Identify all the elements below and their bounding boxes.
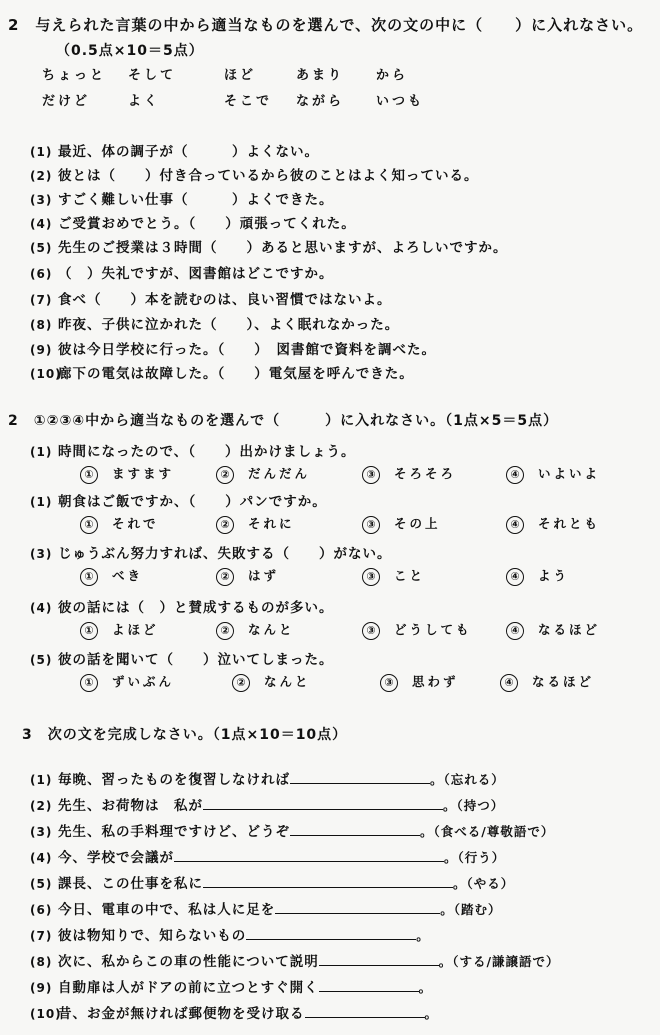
answer-blank[interactable] [203, 795, 443, 810]
choice-option: ① ますます [80, 464, 174, 484]
section1-title: 2 与えられた言葉の中から適当なものを選んで、次の文の中に（ ）に入れなさい。 [8, 16, 644, 34]
choice-option: ③ そろそろ [362, 464, 456, 484]
completion-item: (9) 自動扉は人がドアの前に立つとすぐ開く 。 [30, 976, 432, 996]
choice-option: ③ どうしても [362, 620, 472, 640]
choice-option: ② だんだん [216, 464, 310, 484]
question-item: (1) 時間になったので、（ ）出かけましょう。 [30, 444, 356, 460]
choice-option: ① よほど [80, 620, 159, 640]
answer-blank[interactable] [319, 951, 439, 966]
answer-blank[interactable] [290, 769, 430, 784]
word-bank-item: そこで [224, 94, 273, 109]
completion-item: (1) 毎晩、習ったものを復習しなければ 。（忘れる） [30, 768, 505, 788]
word-bank-item: から [376, 68, 409, 83]
word-bank-item: ながら [296, 94, 345, 109]
choice-option: ③ 思わず [380, 672, 459, 692]
choice-option: ④ それとも [506, 514, 600, 534]
word-bank-item: あまり [296, 68, 345, 83]
completion-item: (8) 次に、私からこの車の性能について説明 。（する/謙譲語で） [30, 950, 560, 970]
choice-option: ② それに [216, 514, 295, 534]
answer-blank[interactable] [174, 847, 444, 862]
choice-option: ③ こと [362, 566, 425, 586]
completion-item: (2) 先生、お荷物は 私が 。（持つ） [30, 794, 504, 814]
question-item: (10)廊下の電気は故障した。（ ）電気屋を呼んできた。 [30, 366, 414, 382]
question-item: (8) 昨夜、子供に泣かれた（ ）、よく眠れなかった。 [30, 317, 400, 333]
answer-blank[interactable] [290, 821, 420, 836]
word-bank-item: ほど [224, 68, 257, 83]
word-bank-item: そして [128, 68, 177, 83]
question-item: (9) 彼は今日学校に行った。（ ） 図書館で資料を調べた。 [30, 342, 436, 358]
choice-option: ④ よう [506, 566, 569, 586]
completion-item: (4) 今、学校で会議が 。（行う） [30, 846, 505, 866]
choice-option: ② はず [216, 566, 279, 586]
choice-option: ④ なるほど [500, 672, 594, 692]
choice-option: ③ その上 [362, 514, 441, 534]
question-item: (7) 食べ（ ）本を読むのは、良い習慣ではないよ。 [30, 292, 392, 308]
completion-item: (3) 先生、私の手料理ですけど、どうぞ 。（食べる/尊敬語で） [30, 820, 554, 840]
word-bank-item: ちょっと [42, 68, 107, 83]
completion-item: (6) 今日、電車の中で、私は人に足を 。（踏む） [30, 898, 502, 918]
question-item: (5) 先生のご授業は３時間（ ）あると思いますが、よろしいですか。 [30, 240, 508, 256]
section3-title: 3 次の文を完成しなさい。（1点×10＝10点） [22, 727, 348, 743]
section1-score: （0.5点×10＝5点） [56, 43, 204, 59]
question-item: (2) 彼とは（ ）付き合っているから彼のことはよく知っている。 [30, 168, 479, 184]
question-item: (3) すごく難しい仕事（ ）よくできた。 [30, 192, 334, 208]
question-item: (5) 彼の話を聞いて（ ）泣いてしまった。 [30, 652, 334, 668]
question-item: (6) （ ）失礼ですが、図書館はどこですか。 [30, 266, 334, 282]
question-item: (1) 最近、体の調子が（ ）よくない。 [30, 144, 319, 160]
choice-option: ② なんと [216, 620, 295, 640]
word-bank-item: だけど [42, 94, 91, 109]
answer-blank[interactable] [305, 1003, 425, 1018]
completion-item: (5) 課長、この仕事を私に 。（やる） [30, 872, 514, 892]
choice-option: ① べき [80, 566, 143, 586]
question-item: (3) じゅうぶん努力すれば、失敗する（ ）がない。 [30, 546, 392, 562]
choice-option: ④ いよいよ [506, 464, 600, 484]
answer-blank[interactable] [203, 873, 453, 888]
choice-option: ② なんと [232, 672, 311, 692]
question-item: (4) 彼の話には（ ）と賛成するものが多い。 [30, 600, 334, 616]
answer-blank[interactable] [275, 899, 440, 914]
completion-item: (7) 彼は物知りで、知らないもの 。 [30, 924, 430, 944]
question-item: (4) ご受賞おめでとう。（ ）頑張ってくれた。 [30, 216, 356, 232]
question-item: (1) 朝食はご飯ですか、（ ）パンですか。 [30, 494, 327, 510]
answer-blank[interactable] [319, 977, 419, 992]
completion-item: (10)昔、お金が無ければ郵便物を受け取る 。 [30, 1002, 438, 1022]
choice-option: ① ずいぶん [80, 672, 174, 692]
choice-option: ④ なるほど [506, 620, 600, 640]
word-bank-item: よく [128, 94, 161, 109]
answer-blank[interactable] [246, 925, 416, 940]
word-bank-item: いつも [376, 94, 425, 109]
section2-title: 2 ①②③④中から適当なものを選んで（ ）に入れなさい。（1点×5＝5点） [8, 413, 559, 429]
choice-option: ① それで [80, 514, 159, 534]
